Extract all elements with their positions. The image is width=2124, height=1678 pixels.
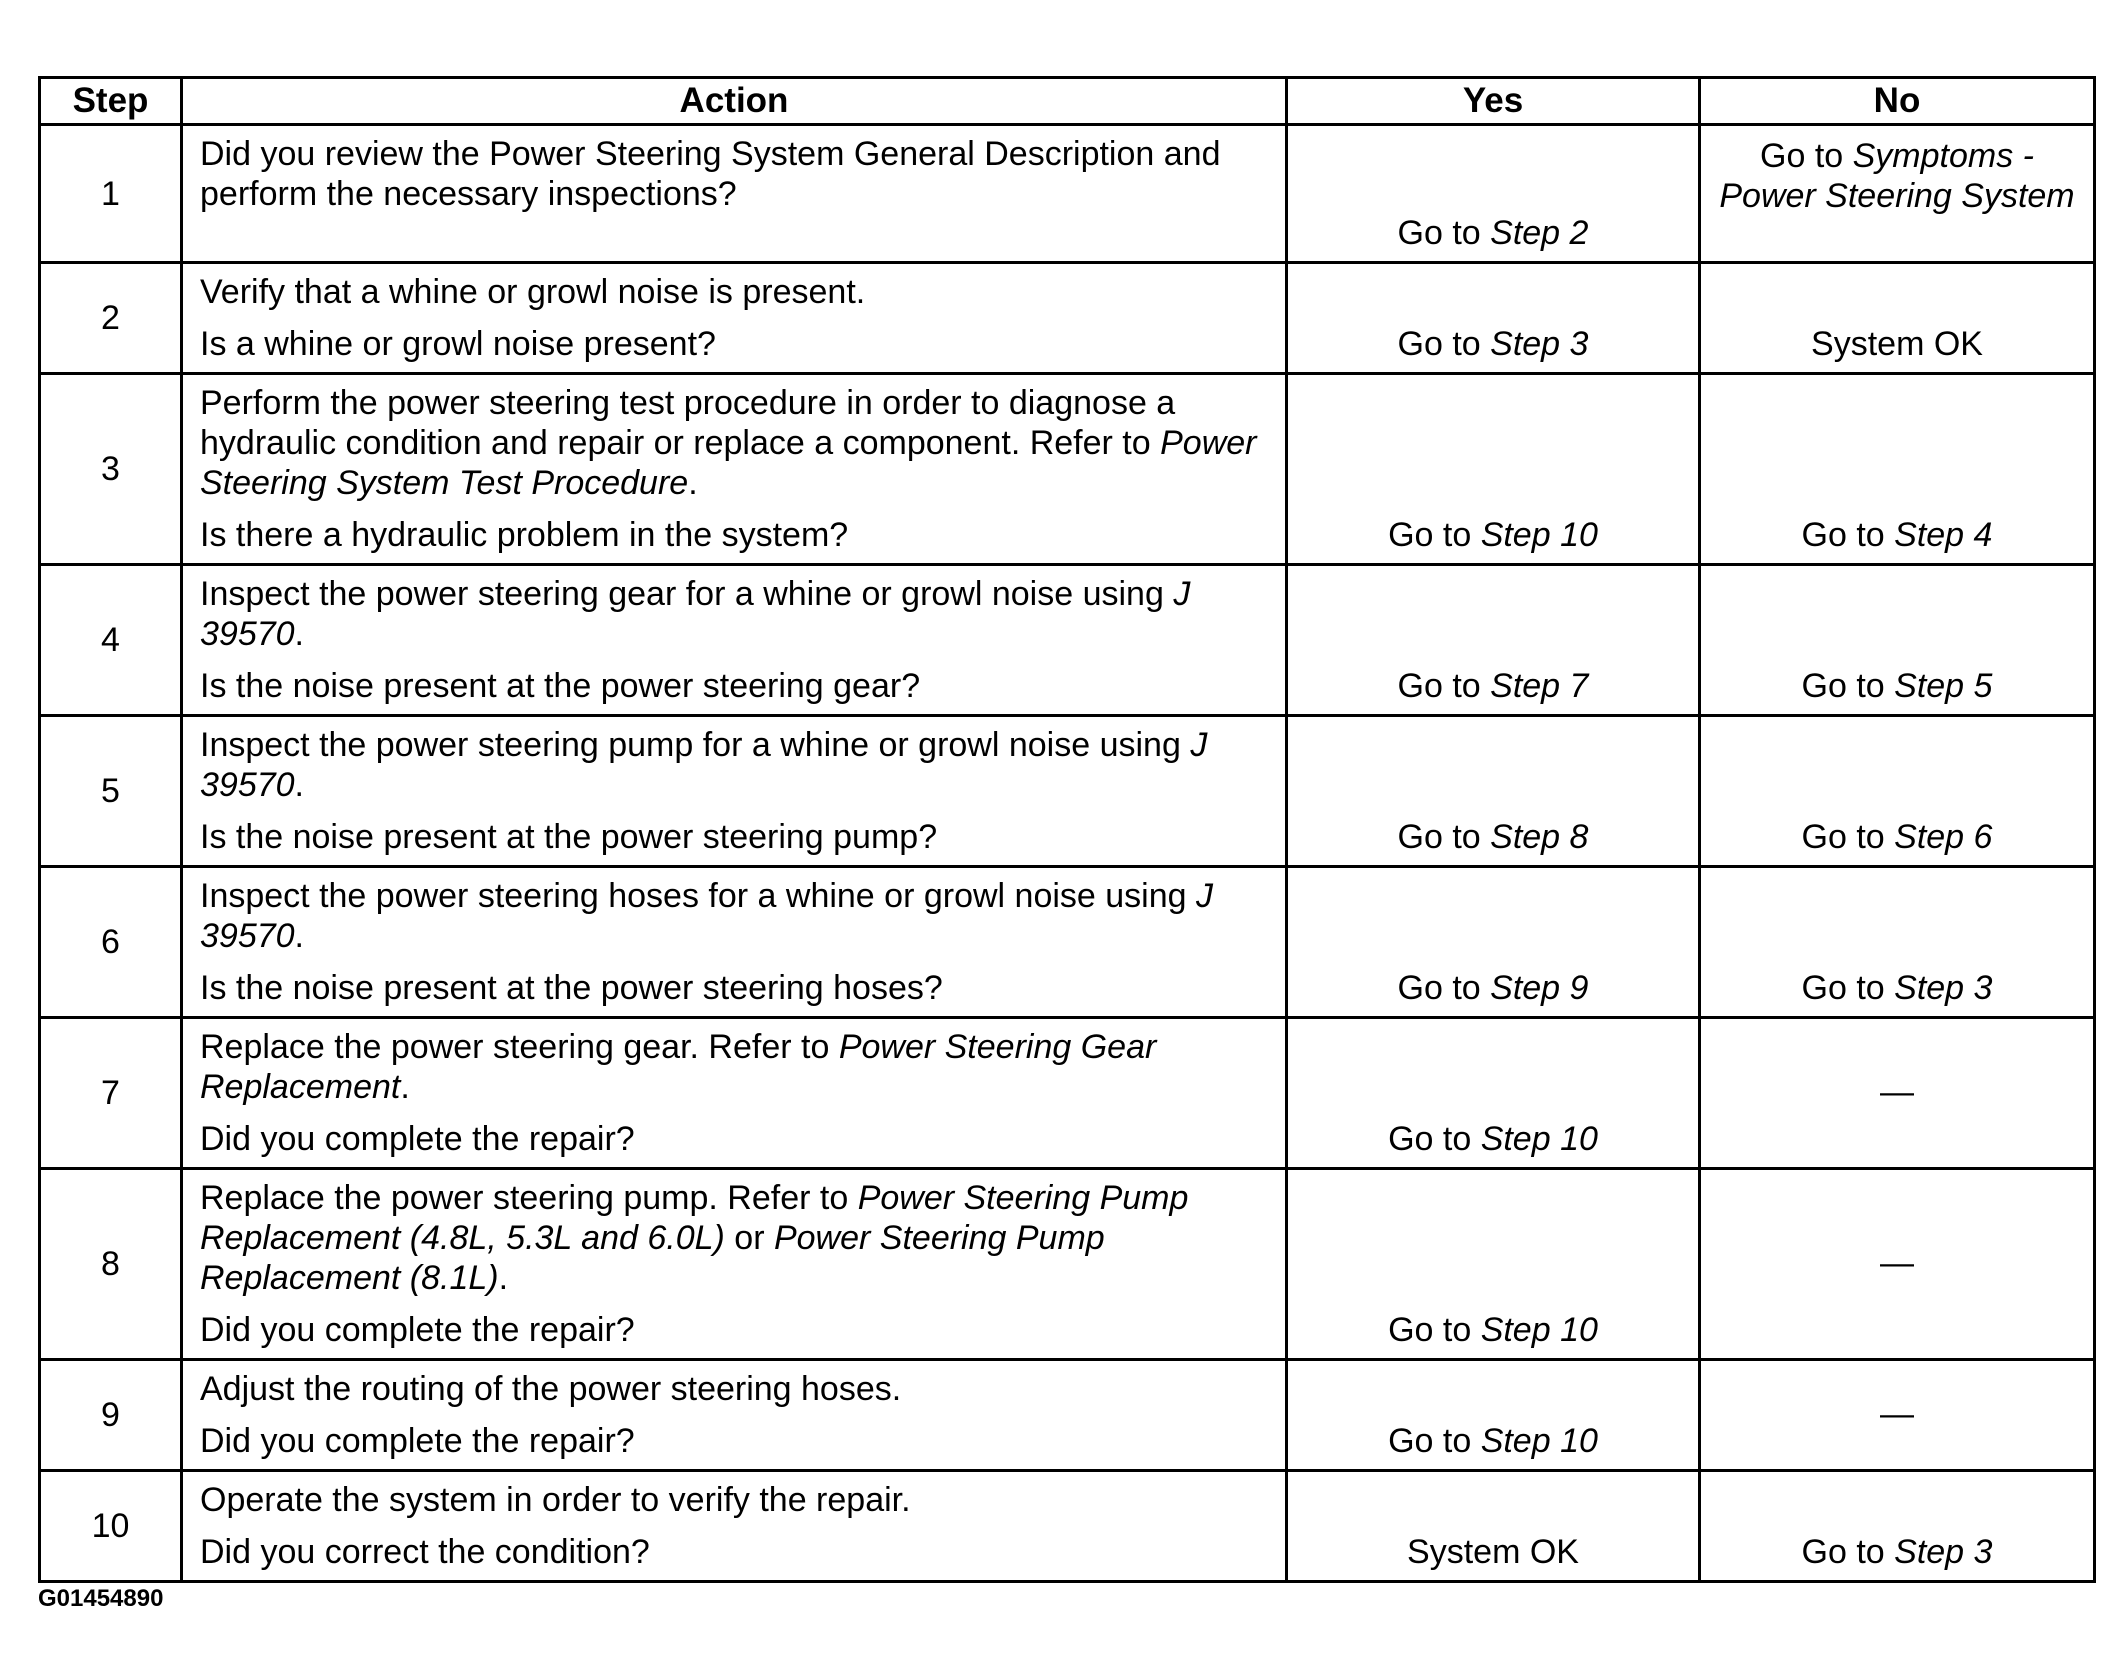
table-header-row [40,78,2095,125]
action-text-end: . [400,1068,410,1106]
action-reference: Power Steering System Test Procedure [200,424,1257,502]
action-text: Verify that a whine or growl noise is present. [200,273,866,311]
action-cell [182,1360,1287,1471]
yes-step-ref: Step 2 [1490,214,1589,252]
action-text-part: Inspect the power steering hoses for a whine or growl noise using [200,877,1196,915]
yes-cell [1287,565,1700,716]
step-number: 2 [40,263,182,374]
yes-prefix: Go to [1397,214,1491,252]
no-step-ref: Step 3 [1894,1533,1993,1571]
yes-prefix: Go to [1397,818,1491,856]
step-number: 9 [40,1360,182,1471]
action-reference-2: Power Steering Pump Replacement (8.1L) [200,1219,1105,1297]
table-row [40,867,2095,1018]
no-dash: — [1880,1395,1914,1433]
no-symptoms-ref: Symptoms - Power Steering System [1719,137,2075,215]
table-row [40,374,2095,565]
yes-step-ref: Step 10 [1480,1422,1598,1460]
action-text [200,1027,1273,1107]
yes-cell [1287,1360,1700,1471]
yes-cell [1287,716,1700,867]
yes-prefix: Go to [1397,667,1491,705]
action-text [200,876,1273,956]
table-row [40,125,2095,263]
no-step-ref: Step 4 [1894,516,1993,554]
action-text-end: . [294,766,304,804]
no-prefix: Go to [1760,137,1853,175]
step-number: 3 [40,374,182,565]
action-text [200,725,1273,805]
step-number: 4 [40,565,182,716]
yes-step-ref: Step 10 [1480,1311,1598,1349]
yes-prefix: Go to [1388,516,1481,554]
action-cell [182,1169,1287,1360]
no-dash: — [1880,1073,1914,1111]
table-row [40,1018,2095,1169]
yes-step-ref: Step 9 [1490,969,1589,1007]
no-prefix: Go to [1801,969,1895,1007]
action-question: Is the noise present at the power steering pump? [200,818,938,856]
no-cell [1700,1360,2095,1471]
action-cell [182,1018,1287,1169]
action-cell [182,565,1287,716]
no-dash: — [1880,1244,1914,1282]
action-text [200,383,1273,503]
action-tool-ref: J 39570 [200,575,1191,653]
table-row [40,1471,2095,1582]
action-cell [182,374,1287,565]
yes-prefix: Go to [1397,325,1491,363]
action-text-end: . [688,464,698,502]
action-cell [182,867,1287,1018]
yes-prefix: Go to [1388,1120,1481,1158]
step-number: 1 [40,125,182,263]
no-cell [1700,374,2095,565]
action-question: Is the noise present at the power steering gear? [200,667,921,705]
diagnostic-table [38,76,2096,1583]
action-question: Is there a hydraulic problem in the system? [200,516,849,554]
no-cell [1700,716,2095,867]
action-text: Operate the system in order to verify the repair. [200,1481,911,1519]
header-action: Action [182,78,1287,125]
action-cell [182,125,1287,263]
header-no: No [1700,78,2095,125]
no-cell [1700,1169,2095,1360]
no-prefix: Go to [1801,516,1895,554]
yes-cell [1287,1018,1700,1169]
action-text: Adjust the routing of the power steering hoses. [200,1370,902,1408]
no-step-ref: Step 5 [1894,667,1993,705]
action-text-end: . [294,615,304,653]
no-cell [1700,1471,2095,1582]
figure-id: G01454890 [38,1585,164,1612]
yes-result: System OK [1407,1533,1579,1571]
diagnostic-table-container [38,76,2093,1583]
action-reference: Power Steering Gear Replacement [200,1028,1157,1106]
step-number: 10 [40,1471,182,1582]
no-prefix: Go to [1801,1533,1895,1571]
no-cell [1700,125,2095,263]
action-cell [182,263,1287,374]
action-text-part: Perform the power steering test procedure in order to diagnose a hydraulic condition and repair or replace a component. Refer to [200,384,1176,462]
no-cell [1700,867,2095,1018]
action-text-part: Inspect the power steering gear for a whine or growl noise using [200,575,1174,613]
action-tool-ref: J 39570 [200,877,1213,955]
step-number: 6 [40,867,182,1018]
action-question: Did you complete the repair? [200,1422,635,1460]
no-step-ref: Step 3 [1894,969,1993,1007]
action-reference: Power Steering Pump Replacement (4.8L, 5.3L and 6.0L) [200,1179,1189,1257]
step-number: 5 [40,716,182,867]
no-prefix: Go to [1801,818,1895,856]
yes-prefix: Go to [1397,969,1491,1007]
action-question: Is the noise present at the power steering hoses? [200,969,943,1007]
no-cell [1700,263,2095,374]
header-step: Step [40,78,182,125]
action-text-end: . [294,917,304,955]
no-prefix: Go to [1801,667,1895,705]
action-tool-ref: J 39570 [200,726,1208,804]
yes-step-ref: Step 7 [1490,667,1589,705]
yes-cell [1287,125,1700,263]
table-row [40,263,2095,374]
yes-step-ref: Step 3 [1490,325,1589,363]
no-result: System OK [1811,325,1983,363]
action-question: Did you complete the repair? [200,1120,635,1158]
yes-cell [1287,374,1700,565]
yes-cell [1287,867,1700,1018]
action-text-mid: or [724,1219,774,1257]
no-step-ref: Step 6 [1894,818,1993,856]
action-text-part: Replace the power steering pump. Refer to [200,1179,858,1217]
yes-step-ref: Step 8 [1490,818,1589,856]
action-text [200,574,1273,654]
action-question: Is a whine or growl noise present? [200,325,716,363]
table-row [40,1360,2095,1471]
step-number: 7 [40,1018,182,1169]
yes-step-ref: Step 10 [1480,516,1598,554]
no-cell [1700,565,2095,716]
action-text-part: Inspect the power steering pump for a whine or growl noise using [200,726,1191,764]
action-text-end: . [498,1259,509,1297]
no-cell [1700,1018,2095,1169]
table-row [40,565,2095,716]
table-row [40,1169,2095,1360]
action-question: Did you complete the repair? [200,1311,635,1349]
action-cell [182,716,1287,867]
yes-cell [1287,263,1700,374]
action-question: Did you correct the condition? [200,1533,650,1571]
step-number: 8 [40,1169,182,1360]
yes-prefix: Go to [1388,1311,1481,1349]
yes-cell [1287,1471,1700,1582]
action-cell [182,1471,1287,1582]
yes-step-ref: Step 10 [1480,1120,1598,1158]
action-text [200,1178,1273,1298]
action-text: Did you review the Power Steering System General Description and perform the necessary inspections? [200,135,1221,213]
header-yes: Yes [1287,78,1700,125]
yes-prefix: Go to [1388,1422,1481,1460]
yes-cell [1287,1169,1700,1360]
action-text-part: Replace the power steering gear. Refer to [200,1028,839,1066]
table-row [40,716,2095,867]
